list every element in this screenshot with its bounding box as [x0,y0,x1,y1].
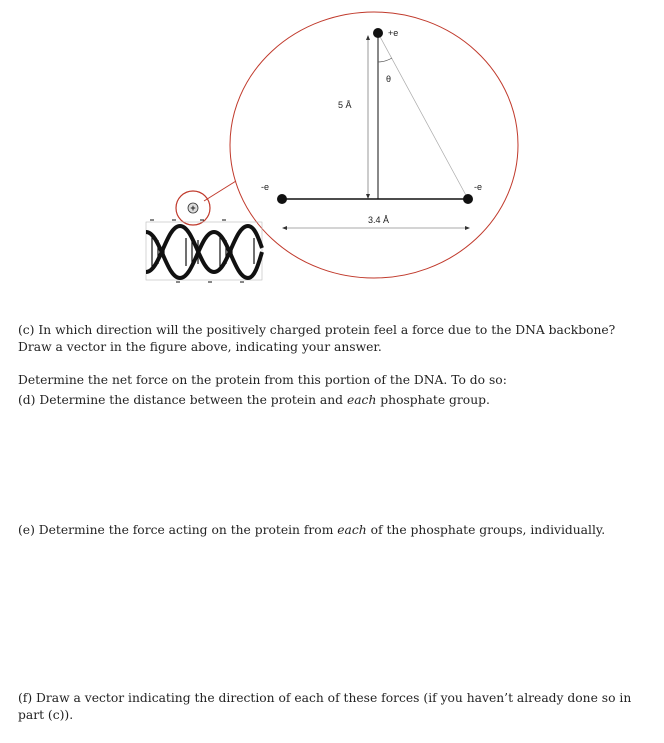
question-d-pre: (d) Determine the distance between the protein and [18,393,347,407]
charge-top-label: +e [388,28,399,38]
question-e-post: of the phosphate groups, individually. [366,523,606,537]
angle-arc [378,58,392,62]
charge-right-label: -e [474,182,483,192]
protein-charge-dot [373,28,383,38]
horizontal-dimension-arrow-right [465,226,470,230]
horizontal-distance-label: 3.4 Å [368,215,390,225]
question-c: (c) In which direction will the positively charged protein feel a force due to the DNA backbone? Draw a vector in the figure above, indicating your answer. [18,323,616,354]
question-e-pre: (e) Determine the force acting on the protein from [18,523,338,537]
right-phosphate-dot [463,194,473,204]
angle-label: θ [386,74,392,84]
dna-helix [146,220,262,282]
zoom-circle [230,12,518,278]
question-d-emphasis: each [346,393,377,407]
vertical-dimension-arrow-top [366,35,370,40]
question-e-emphasis: each [337,523,367,537]
protein-symbol: + [190,203,196,213]
charge-left-label: -e [261,182,270,192]
dna-protein-figure [0,0,664,300]
horizontal-dimension-arrow-left [282,226,287,230]
question-d-post: phosphate group. [376,393,490,407]
vertical-distance-label: 5 Å [338,100,352,110]
zoom-connector [204,181,236,201]
left-phosphate-dot [277,194,287,204]
question-e [18,522,648,539]
question-f: (f) Draw a vector indicating the direction of each of these forces (if you haven’t already done so in part (c)). [18,691,632,722]
question-d [18,392,648,409]
question-intro: Determine the net force on the protein from this portion of the DNA. To do so: [18,373,507,387]
